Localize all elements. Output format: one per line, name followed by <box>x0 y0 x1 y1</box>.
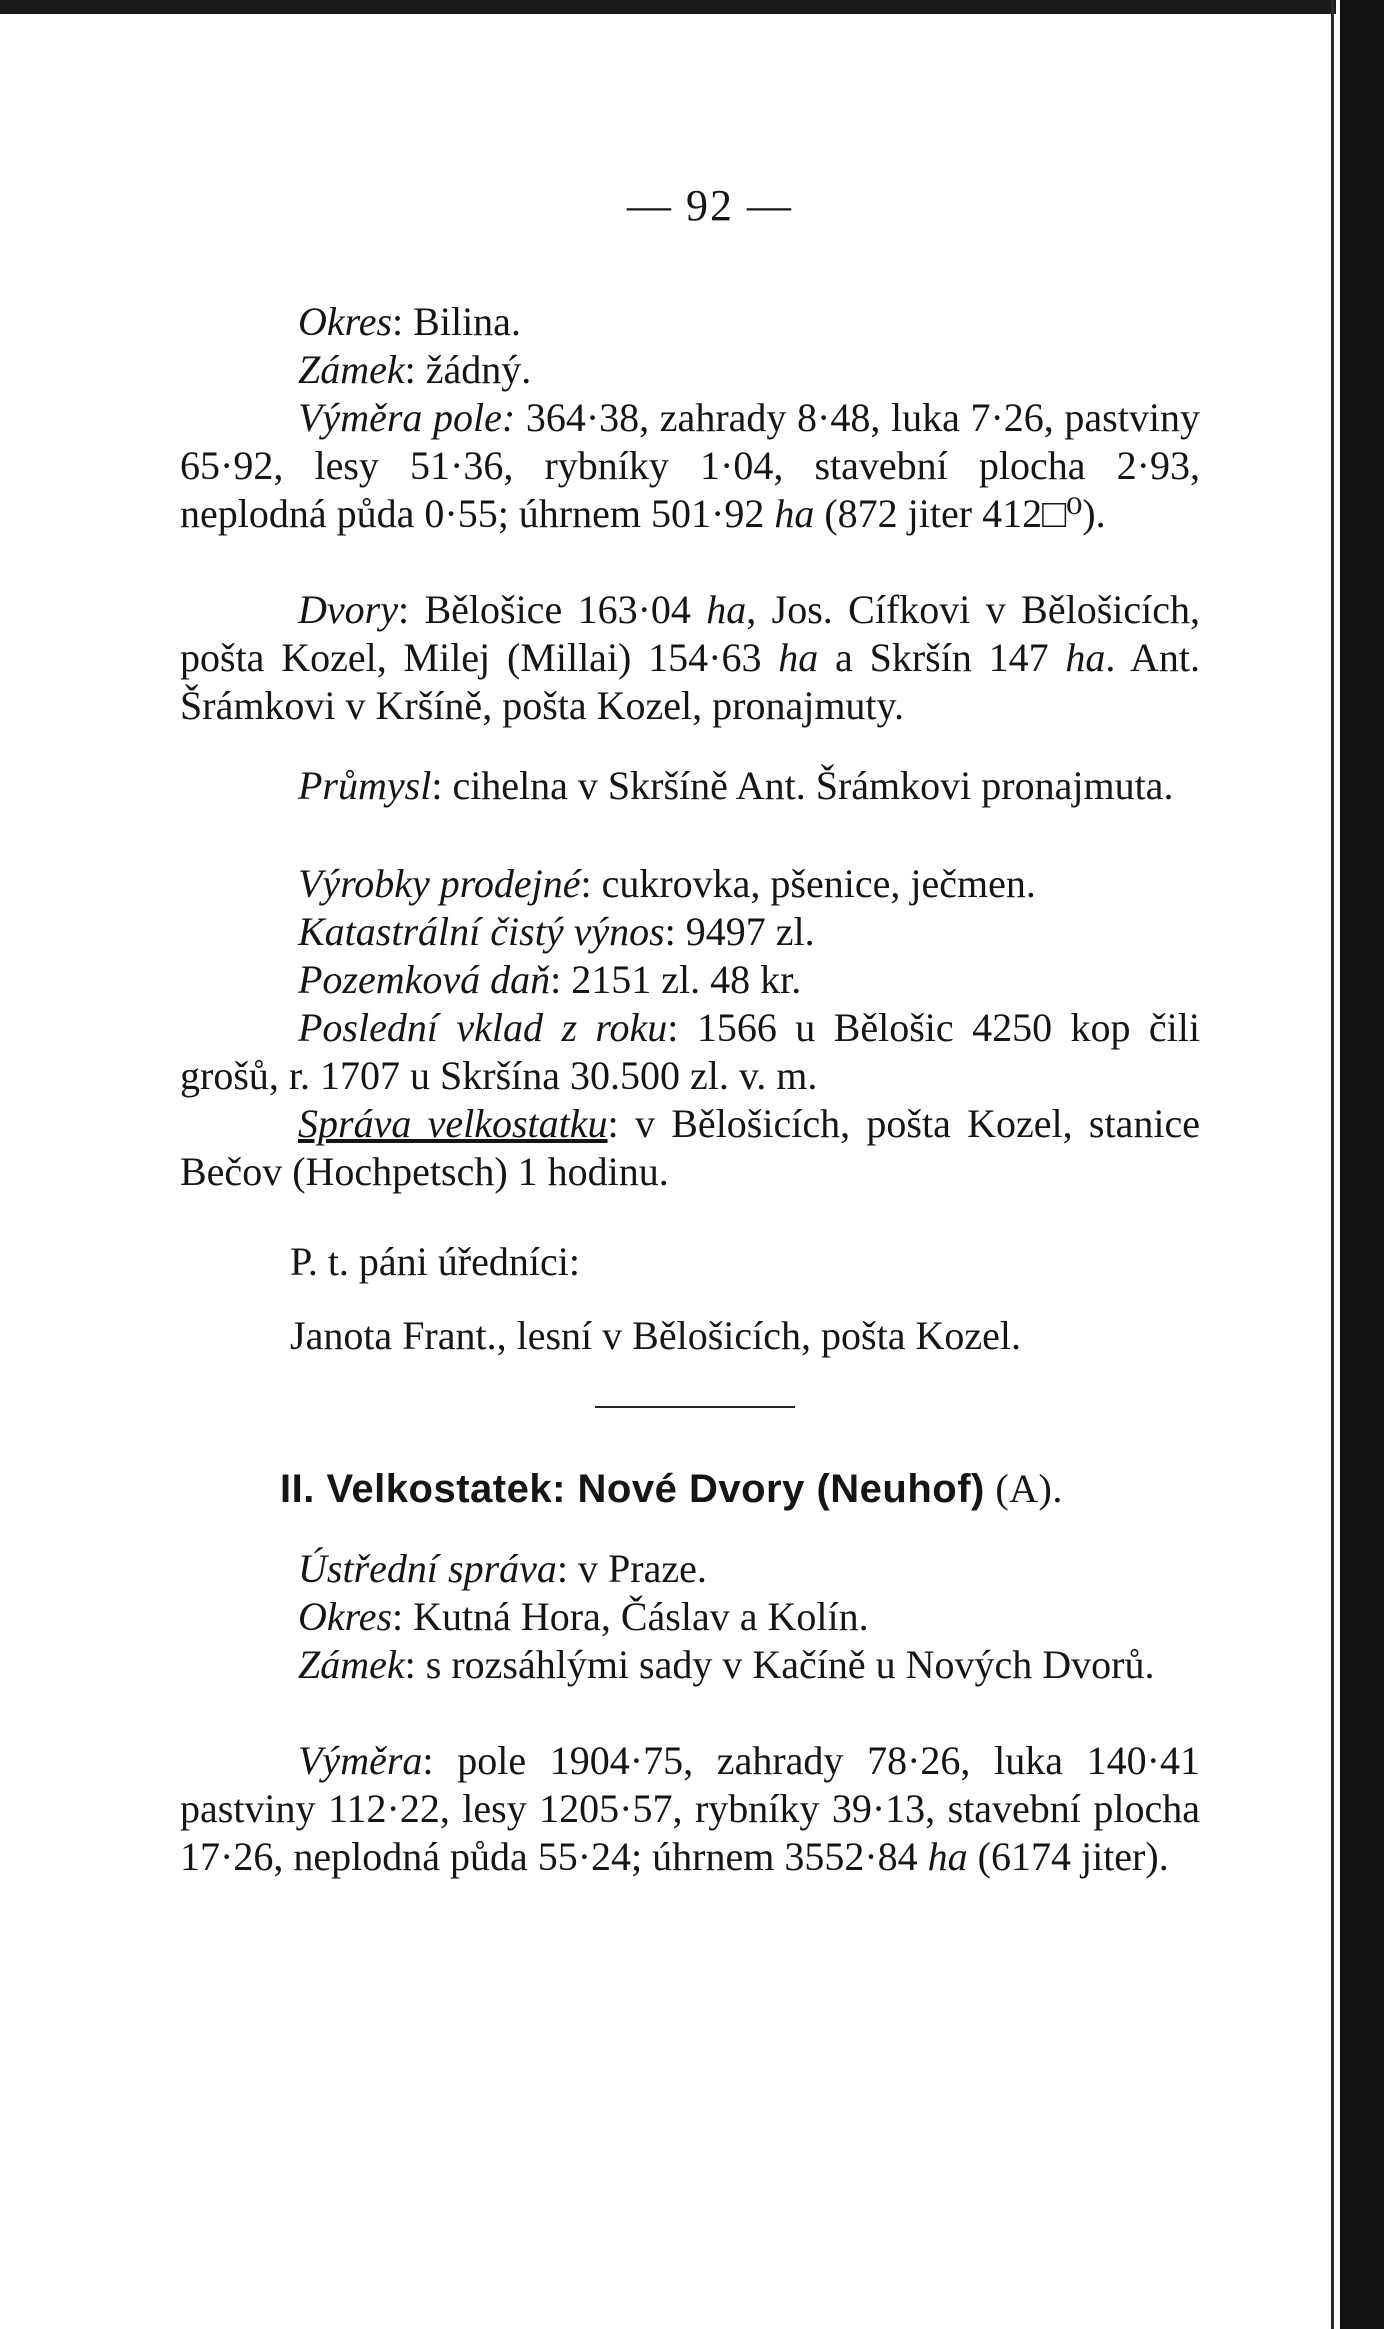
katastr-paragraph <box>180 908 1200 956</box>
vyrobky-text: : cukrovka, pšenice, ječmen. <box>580 861 1036 906</box>
katastr-text: : 9497 zl. <box>664 909 815 954</box>
okres2-text: : Kutná Hora, Čáslav a Kolín. <box>392 1594 869 1639</box>
scan-border-line <box>1331 0 1334 2329</box>
scan-border-right <box>1340 0 1384 2329</box>
katastr-label: Katastrální čistý výnos <box>298 909 665 954</box>
section-divider <box>595 1406 795 1408</box>
zamek2-paragraph <box>180 1641 1200 1689</box>
vymera-paragraph <box>180 394 1200 538</box>
vymera-unit: ha <box>774 491 815 536</box>
dan-label: Pozemková daň <box>298 957 551 1002</box>
scan-border-top <box>0 0 1384 14</box>
dvory-text-2: , Jos. Cífkovi v Bělošicích, pošta Kozel, Milej (Millai) 154·63 <box>180 587 1200 680</box>
zamek-value: : žádný. <box>404 347 532 392</box>
dan-text: : 2151 zl. 48 kr. <box>550 957 802 1002</box>
dvory-text-1: : Bělošice 163·04 <box>397 587 707 632</box>
vklad-label: Poslední vklad z roku <box>298 1005 668 1050</box>
zamek2-label: Zámek <box>298 1642 405 1687</box>
dvory-paragraph <box>180 586 1200 730</box>
dvory-label: Dvory <box>298 587 398 632</box>
vymera2-text: : pole 1904·75, zahrady 78·26, luka 140·41 pastviny 112·22, lesy 1205·57, rybníky 39·13, stavební plocha 17·26, neplodná půda 55·24; úhrnem 3552·84 <box>180 1738 1200 1879</box>
vymera2-unit: ha <box>927 1834 968 1879</box>
okres-label: Okres <box>298 299 393 344</box>
dvory-unit-1: ha <box>706 587 747 632</box>
urednici-heading: P. t. páni úředníci: <box>290 1239 580 1284</box>
dan-paragraph <box>180 956 1200 1004</box>
okres-value: : Bilina. <box>392 299 521 344</box>
vymera2-tail: (6174 jiter). <box>967 1834 1169 1879</box>
dvory-text-4: . Ant. Šrámkovi v Kršíně, pošta Kozel, pronajmuty. <box>180 635 1201 728</box>
prumysl-label: Průmysl <box>298 763 432 808</box>
sprava-text: : v Bělošicích, pošta Kozel, stanice Bečov (Hochpetsch) 1 hodinu. <box>180 1101 1200 1194</box>
zamek-paragraph <box>180 346 1200 394</box>
dvory-unit-2: ha <box>778 635 819 680</box>
section-heading <box>280 1465 1063 1512</box>
ustredni-text: : v Praze. <box>556 1546 707 1591</box>
page-number: — 92 — <box>627 181 793 230</box>
prumysl-paragraph <box>180 762 1200 810</box>
okres2-label: Okres <box>298 1594 393 1639</box>
vyrobky-paragraph <box>180 860 1200 908</box>
vymera-text: 364·38, zahrady 8·48, luka 7·26, pastviny 65·92, lesy 51·36, rybníky 1·04, stavební plocha 2·93, neplodná půda 0·55; úhrnem 501·92 <box>180 395 1200 536</box>
vyrobky-label: Výrobky prodejné <box>298 861 581 906</box>
sprava-paragraph <box>180 1100 1200 1196</box>
okres-paragraph <box>180 298 1200 346</box>
zamek-label: Zámek <box>298 347 405 392</box>
ustredni-label: Ústřední správa <box>298 1546 557 1591</box>
okres2-paragraph <box>180 1593 1200 1641</box>
ustredni-paragraph <box>180 1545 1200 1593</box>
vymera2-paragraph <box>180 1737 1200 1881</box>
vklad-paragraph <box>180 1004 1200 1100</box>
section-heading-suffix: (A). <box>984 1466 1063 1511</box>
sprava-label: Správa velkostatku <box>298 1101 608 1146</box>
dvory-text-3: a Skršín 147 <box>818 635 1066 680</box>
section-heading-title: II. Velkostatek: Nové Dvory (Neuhof) <box>280 1467 985 1511</box>
vymera-tail: (872 jiter 412□⁰). <box>814 491 1106 536</box>
urednik-entry: Janota Frant., lesní v Bělošicích, pošta Kozel. <box>290 1313 1021 1358</box>
vklad-text: : 1566 u Bělošic 4250 kop čili grošů, r. 1707 u Skršína 30.500 zl. v. m. <box>180 1005 1200 1098</box>
dvory-unit-3: ha <box>1065 635 1106 680</box>
prumysl-text: : cihelna v Skršíně Ant. Šrámkovi pronajmuta. <box>431 763 1174 808</box>
vymera-label: Výměra pole: <box>298 395 516 440</box>
zamek2-text: : s rozsáhlými sady v Kačíně u Nových Dvorů. <box>404 1642 1155 1687</box>
vymera2-label: Výměra <box>298 1738 423 1783</box>
